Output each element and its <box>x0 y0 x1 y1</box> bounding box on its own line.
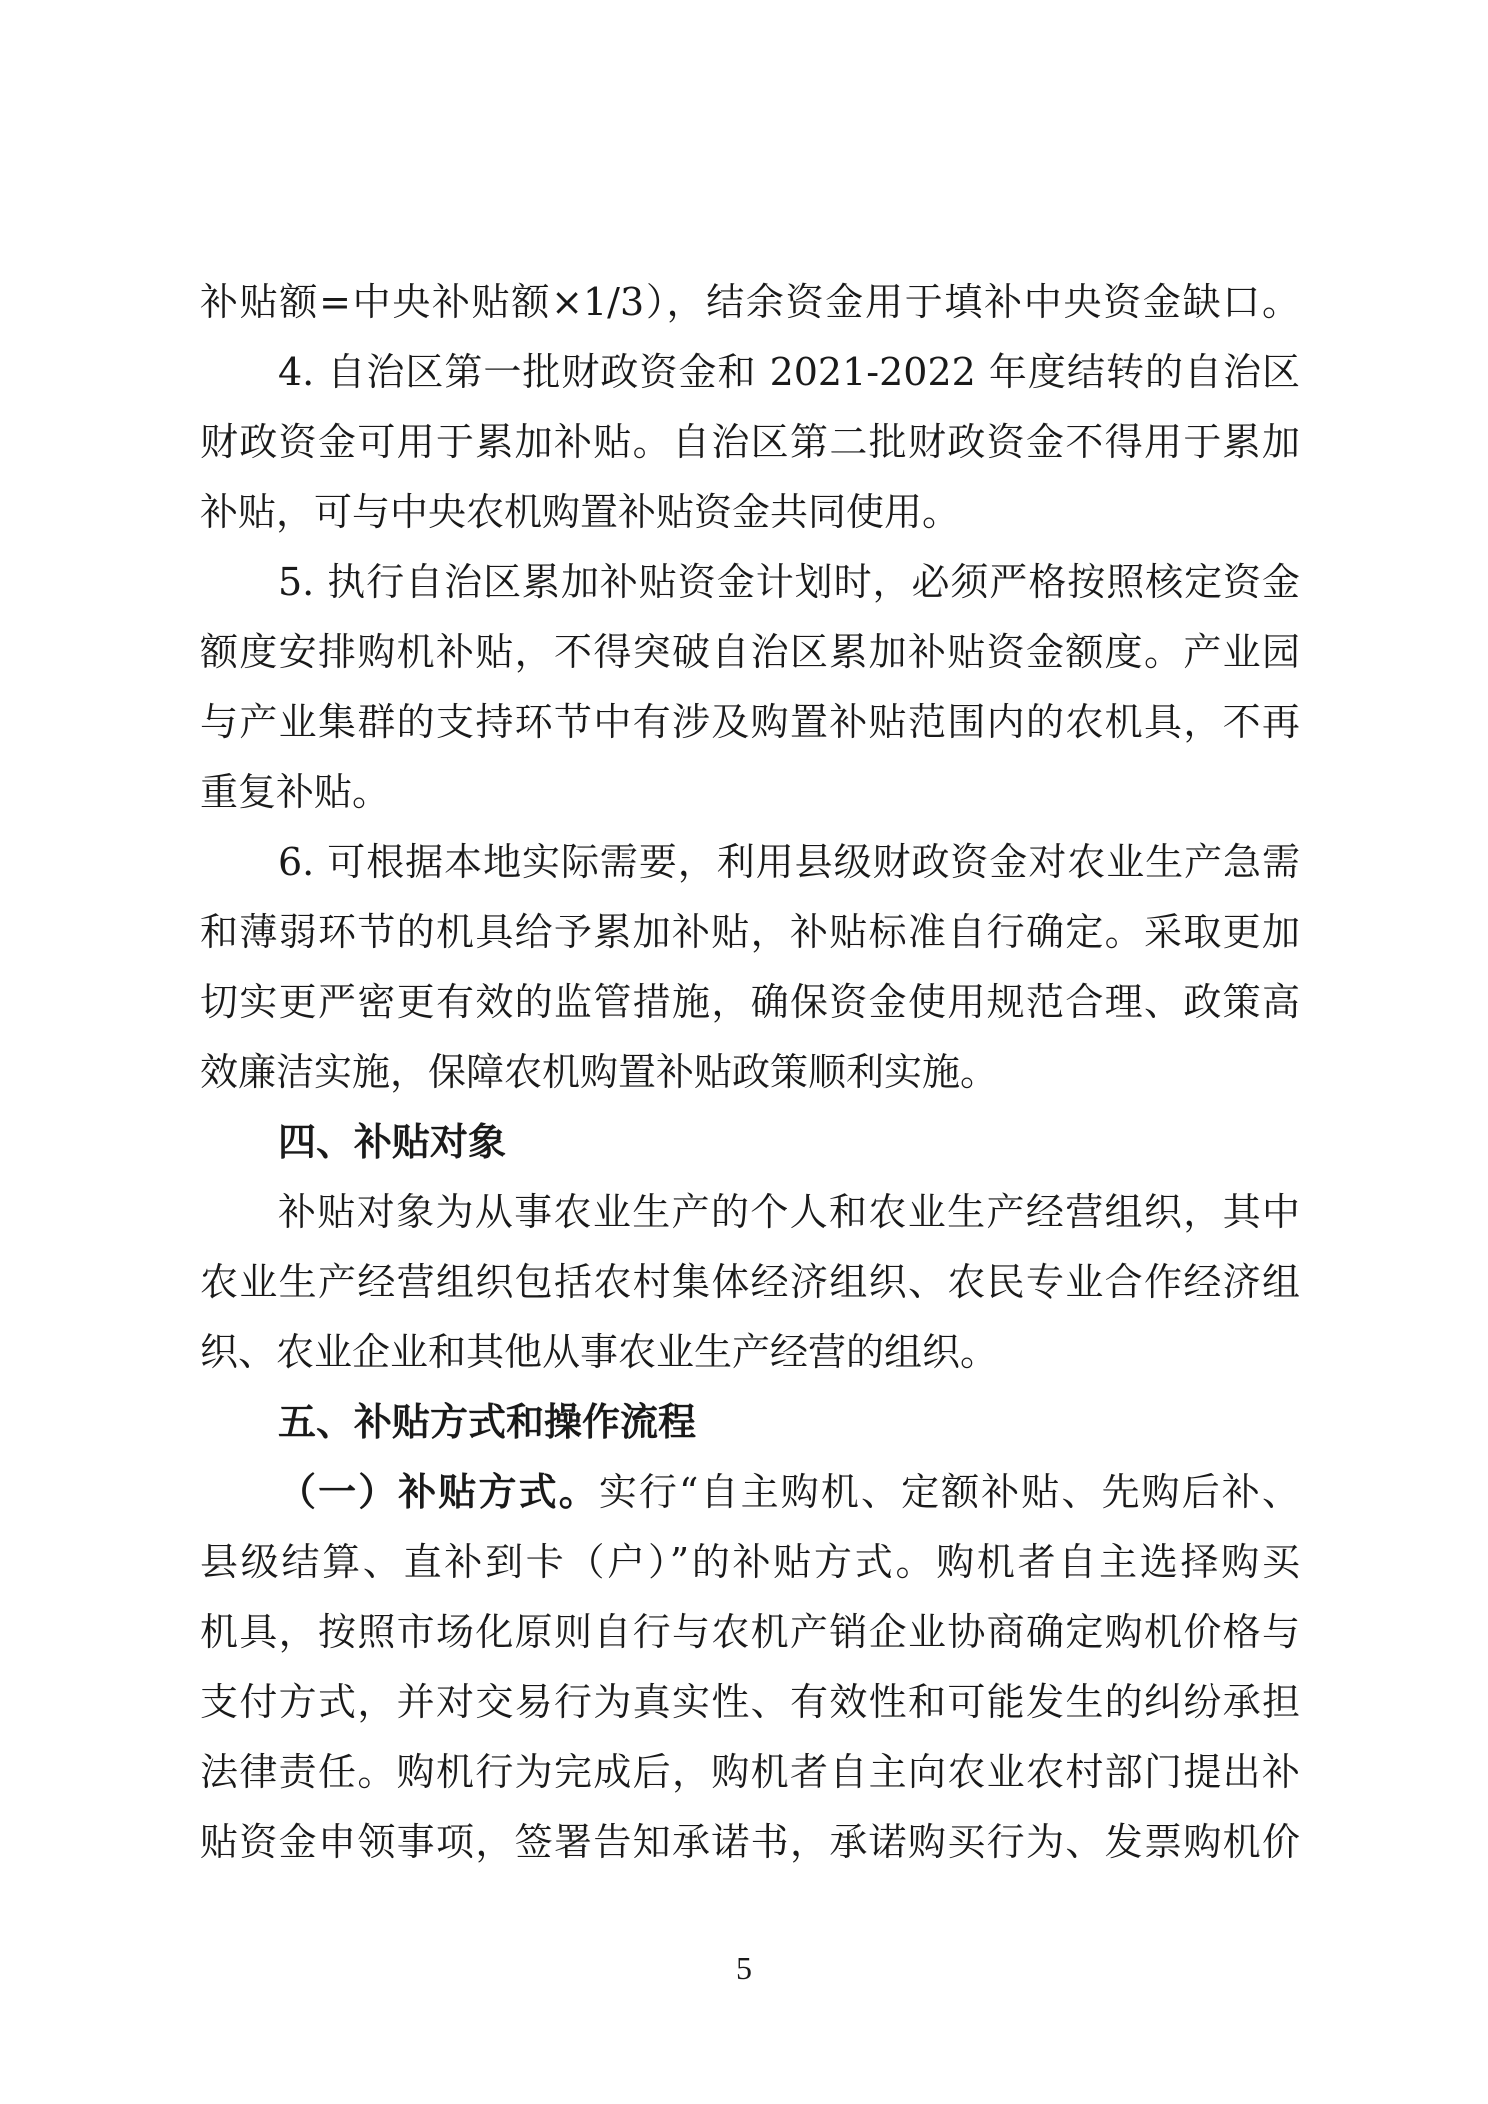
body-line: 4. 自治区第一批财政资金和 2021-2022 年度结转的自治区 <box>278 350 1300 394</box>
body-line: 农业生产经营组织包括农村集体经济组织、农民专业合作经济组 <box>200 1260 1300 1304</box>
body-line: 支付方式，并对交易行为真实性、有效性和可能发生的纠纷承担 <box>200 1680 1300 1724</box>
section-heading: 五、补贴方式和操作流程 <box>278 1400 697 1444</box>
body-line: 重复补贴。 <box>200 770 391 814</box>
body-line: 和薄弱环节的机具给予累加补贴，补贴标准自行确定。采取更加 <box>200 910 1300 954</box>
body-line: 额度安排购机补贴，不得突破自治区累加补贴资金额度。产业园 <box>200 630 1300 674</box>
body-line: 效廉洁实施，保障农机购置补贴政策顺利实施。 <box>200 1050 999 1094</box>
body-line: 织、农业企业和其他从事农业生产经营的组织。 <box>200 1330 999 1374</box>
body-line: 法律责任。购机行为完成后，购机者自主向农业农村部门提出补 <box>200 1750 1300 1794</box>
body-line: 切实更严密更有效的监管措施，确保资金使用规范合理、政策高 <box>200 980 1300 1024</box>
body-line: 5. 执行自治区累加补贴资金计划时，必须严格按照核定资金 <box>278 560 1300 604</box>
body-line: 补贴，可与中央农机购置补贴资金共同使用。 <box>200 490 961 534</box>
body-line <box>278 1462 1300 1522</box>
body-line: 财政资金可用于累加补贴。自治区第二批财政资金不得用于累加 <box>200 420 1300 464</box>
body-line: 补贴对象为从事农业生产的个人和农业生产经营组织，其中 <box>278 1190 1300 1234</box>
section-heading: 四、补贴对象 <box>278 1120 507 1164</box>
body-line: 6. 可根据本地实际需要，利用县级财政资金对农业生产急需 <box>278 840 1300 884</box>
page-number: 5 <box>736 1950 752 1986</box>
body-line: 与产业集群的支持环节中有涉及购置补贴范围内的农机具，不再 <box>200 700 1300 744</box>
body-line: 补贴额=中央补贴额×1/3），结余资金用于填补中央资金缺口。 <box>200 280 1300 324</box>
body-line: 县级结算、直补到卡（户）”的补贴方式。购机者自主选择购买 <box>200 1540 1300 1584</box>
body-text: 实行“自主购机、定额补贴、先购后补、 <box>598 1470 1300 1514</box>
body-line: 贴资金申领事项，签署告知承诺书，承诺购买行为、发票购机价 <box>200 1820 1300 1864</box>
body-line: 机具，按照市场化原则自行与农机产销企业协商确定购机价格与 <box>200 1610 1300 1654</box>
subsection-label: （一）补贴方式。 <box>278 1469 599 1514</box>
